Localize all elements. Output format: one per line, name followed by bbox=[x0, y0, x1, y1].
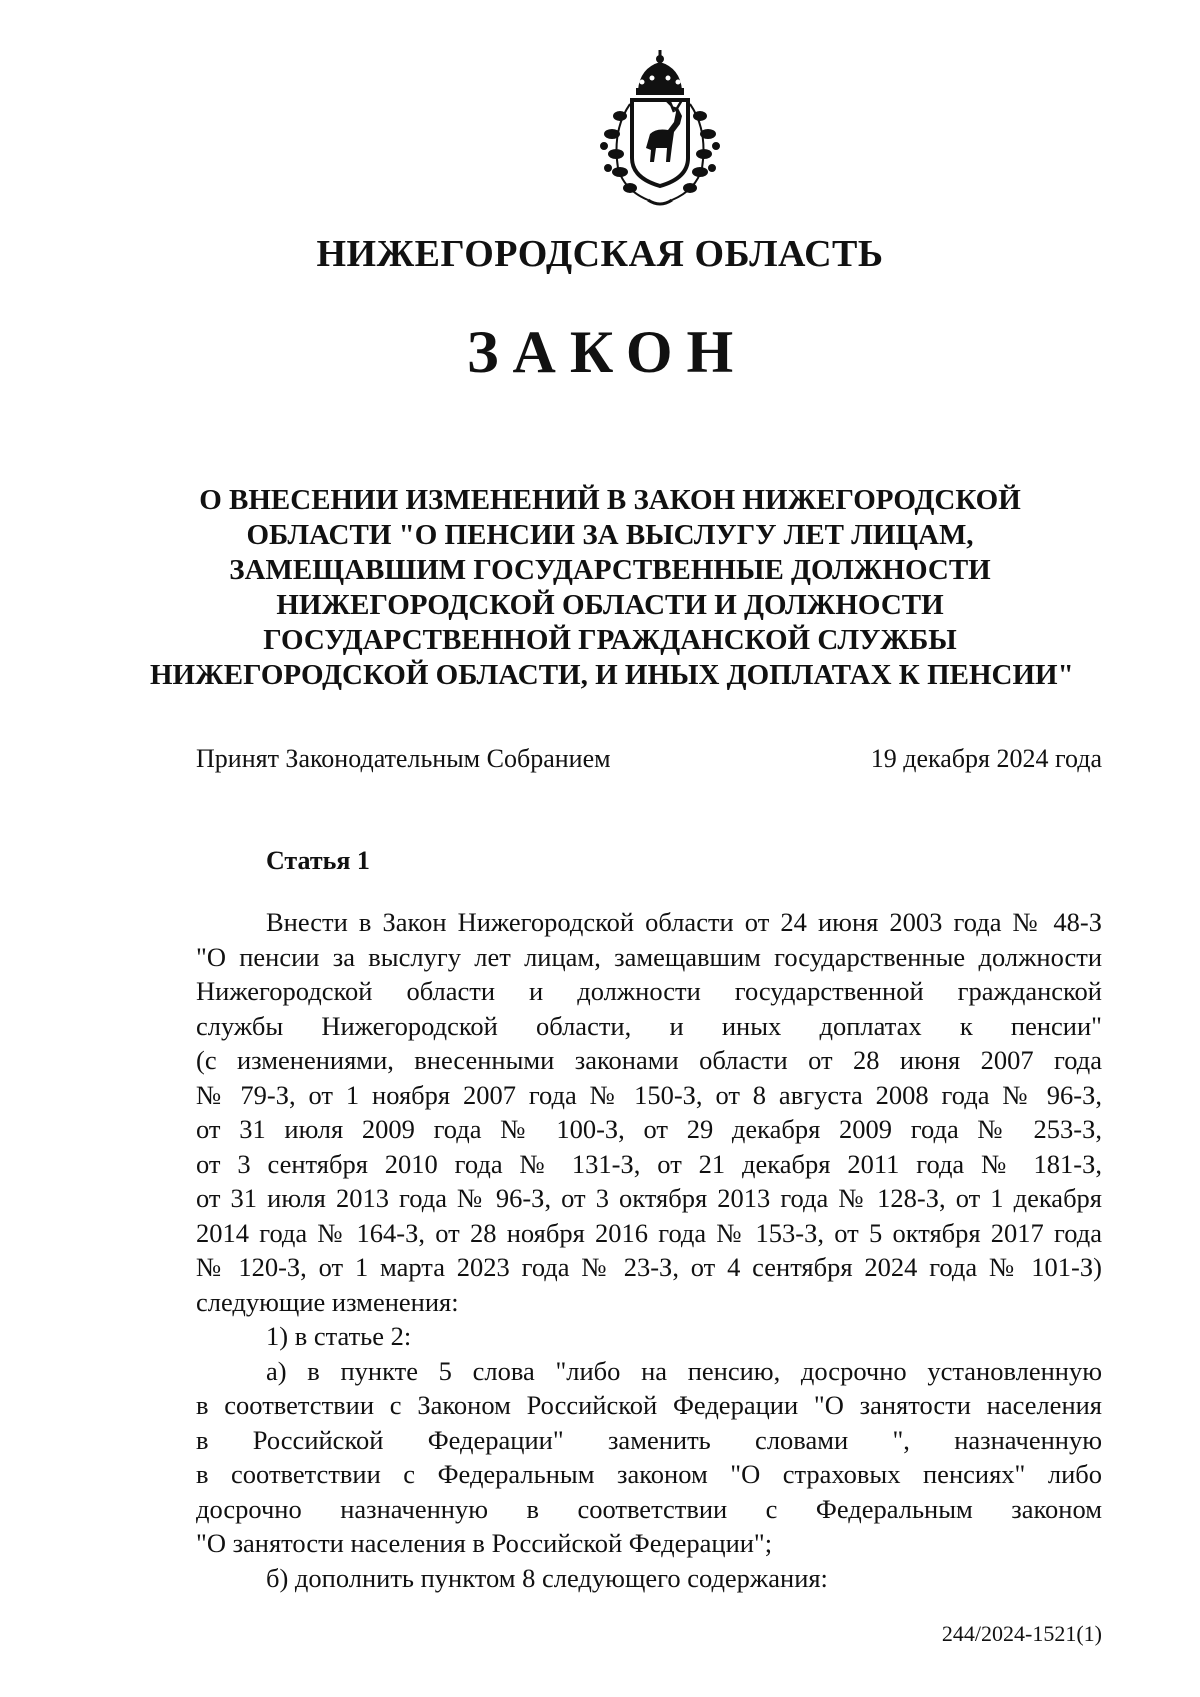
body-line: "О пенсии за выслугу лет лицам, замещавшим государственные должности bbox=[196, 941, 1102, 972]
body-line: Внести в Закон Нижегородской области от 24 июня 2003 года № 48-З bbox=[266, 907, 1102, 937]
region-heading: НИЖЕГОРОДСКАЯ ОБЛАСТЬ bbox=[316, 233, 884, 275]
law-title-line: ЗАМЕЩАВШИМ ГОСУДАРСТВЕННЫЕ ДОЛЖНОСТИ bbox=[229, 554, 991, 586]
body-line: от 31 июля 2013 года № 96-З, от 3 октября 2013 года № 128-З, от 1 декабря bbox=[196, 1183, 1102, 1213]
law-title-line: НИЖЕГОРОДСКОЙ ОБЛАСТИ И ДОЛЖНОСТИ bbox=[276, 589, 944, 621]
body-line: 1) в статье 2: bbox=[266, 1321, 412, 1351]
adopted-by-text: Принят Законодательным Собранием bbox=[196, 744, 611, 773]
law-title-line: ГОСУДАРСТВЕННОЙ ГРАЖДАНСКОЙ СЛУЖБЫ bbox=[263, 624, 957, 656]
adoption-line bbox=[196, 744, 1102, 774]
law-title-line: О ВНЕСЕНИИ ИЗМЕНЕНИЙ В ЗАКОН НИЖЕГОРОДСКОЙ bbox=[199, 484, 1021, 516]
body-line: службы Нижегородской области, и иных доплатах к пенсии" bbox=[196, 1010, 1102, 1041]
body-line: а) в пункте 5 слова "либо на пенсию, досрочно установленную bbox=[266, 1355, 1102, 1386]
body-line: от 31 июля 2009 года № 100-З, от 29 декабря 2009 года № 253-З, bbox=[196, 1114, 1102, 1144]
document-code: 244/2024-1521(1) bbox=[941, 1621, 1102, 1646]
body-line: в соответствии с Законом Российской Федерации "О занятости населения bbox=[196, 1390, 1102, 1420]
adoption-date: 19 декабря 2024 года bbox=[870, 744, 1102, 773]
body-line: 2014 года № 164-З, от 28 ноября 2016 года № 153-З, от 5 октября 2017 года bbox=[196, 1217, 1102, 1248]
law-title-line: ОБЛАСТИ "О ПЕНСИИ ЗА ВЫСЛУГУ ЛЕТ ЛИЦАМ, bbox=[246, 519, 974, 551]
body-line: следующие изменения: bbox=[196, 1286, 459, 1317]
crown-icon bbox=[636, 50, 684, 95]
law-title bbox=[150, 483, 1074, 693]
law-title-line: НИЖЕГОРОДСКОЙ ОБЛАСТИ, И ИНЫХ ДОПЛАТАХ К ПЕНСИИ" bbox=[150, 659, 1074, 691]
body-line: Нижегородской области и должности государственной гражданской bbox=[196, 976, 1102, 1006]
body-line: б) дополнить пунктом 8 следующего содержания: bbox=[266, 1562, 828, 1593]
coat-of-arms-emblem bbox=[590, 50, 730, 210]
body-line: от 3 сентября 2010 года № 131-З, от 21 декабря 2011 года № 181-З, bbox=[196, 1148, 1102, 1179]
article-heading: Статья 1 bbox=[266, 846, 370, 875]
body-line: № 79-З, от 1 ноября 2007 года № 150-З, от 8 августа 2008 года № 96-З, bbox=[196, 1079, 1102, 1110]
article-body bbox=[196, 905, 1102, 1595]
document-type-heading: ЗАКОН bbox=[466, 319, 748, 385]
body-line: № 120-З, от 1 марта 2023 года № 23-З, от 4 сентября 2024 года № 101-З) bbox=[196, 1252, 1102, 1282]
body-line: досрочно назначенную в соответствии с Федеральным законом bbox=[196, 1493, 1102, 1524]
body-line: в соответствии с Федеральным законом "О страховых пенсиях" либо bbox=[196, 1459, 1102, 1489]
body-line: (с изменениями, внесенными законами области от 28 июня 2007 года bbox=[196, 1045, 1102, 1075]
body-line: в Российской Федерации" заменить словами ", назначенную bbox=[196, 1424, 1102, 1455]
body-line: "О занятости населения в Российской Федерации"; bbox=[196, 1528, 773, 1558]
